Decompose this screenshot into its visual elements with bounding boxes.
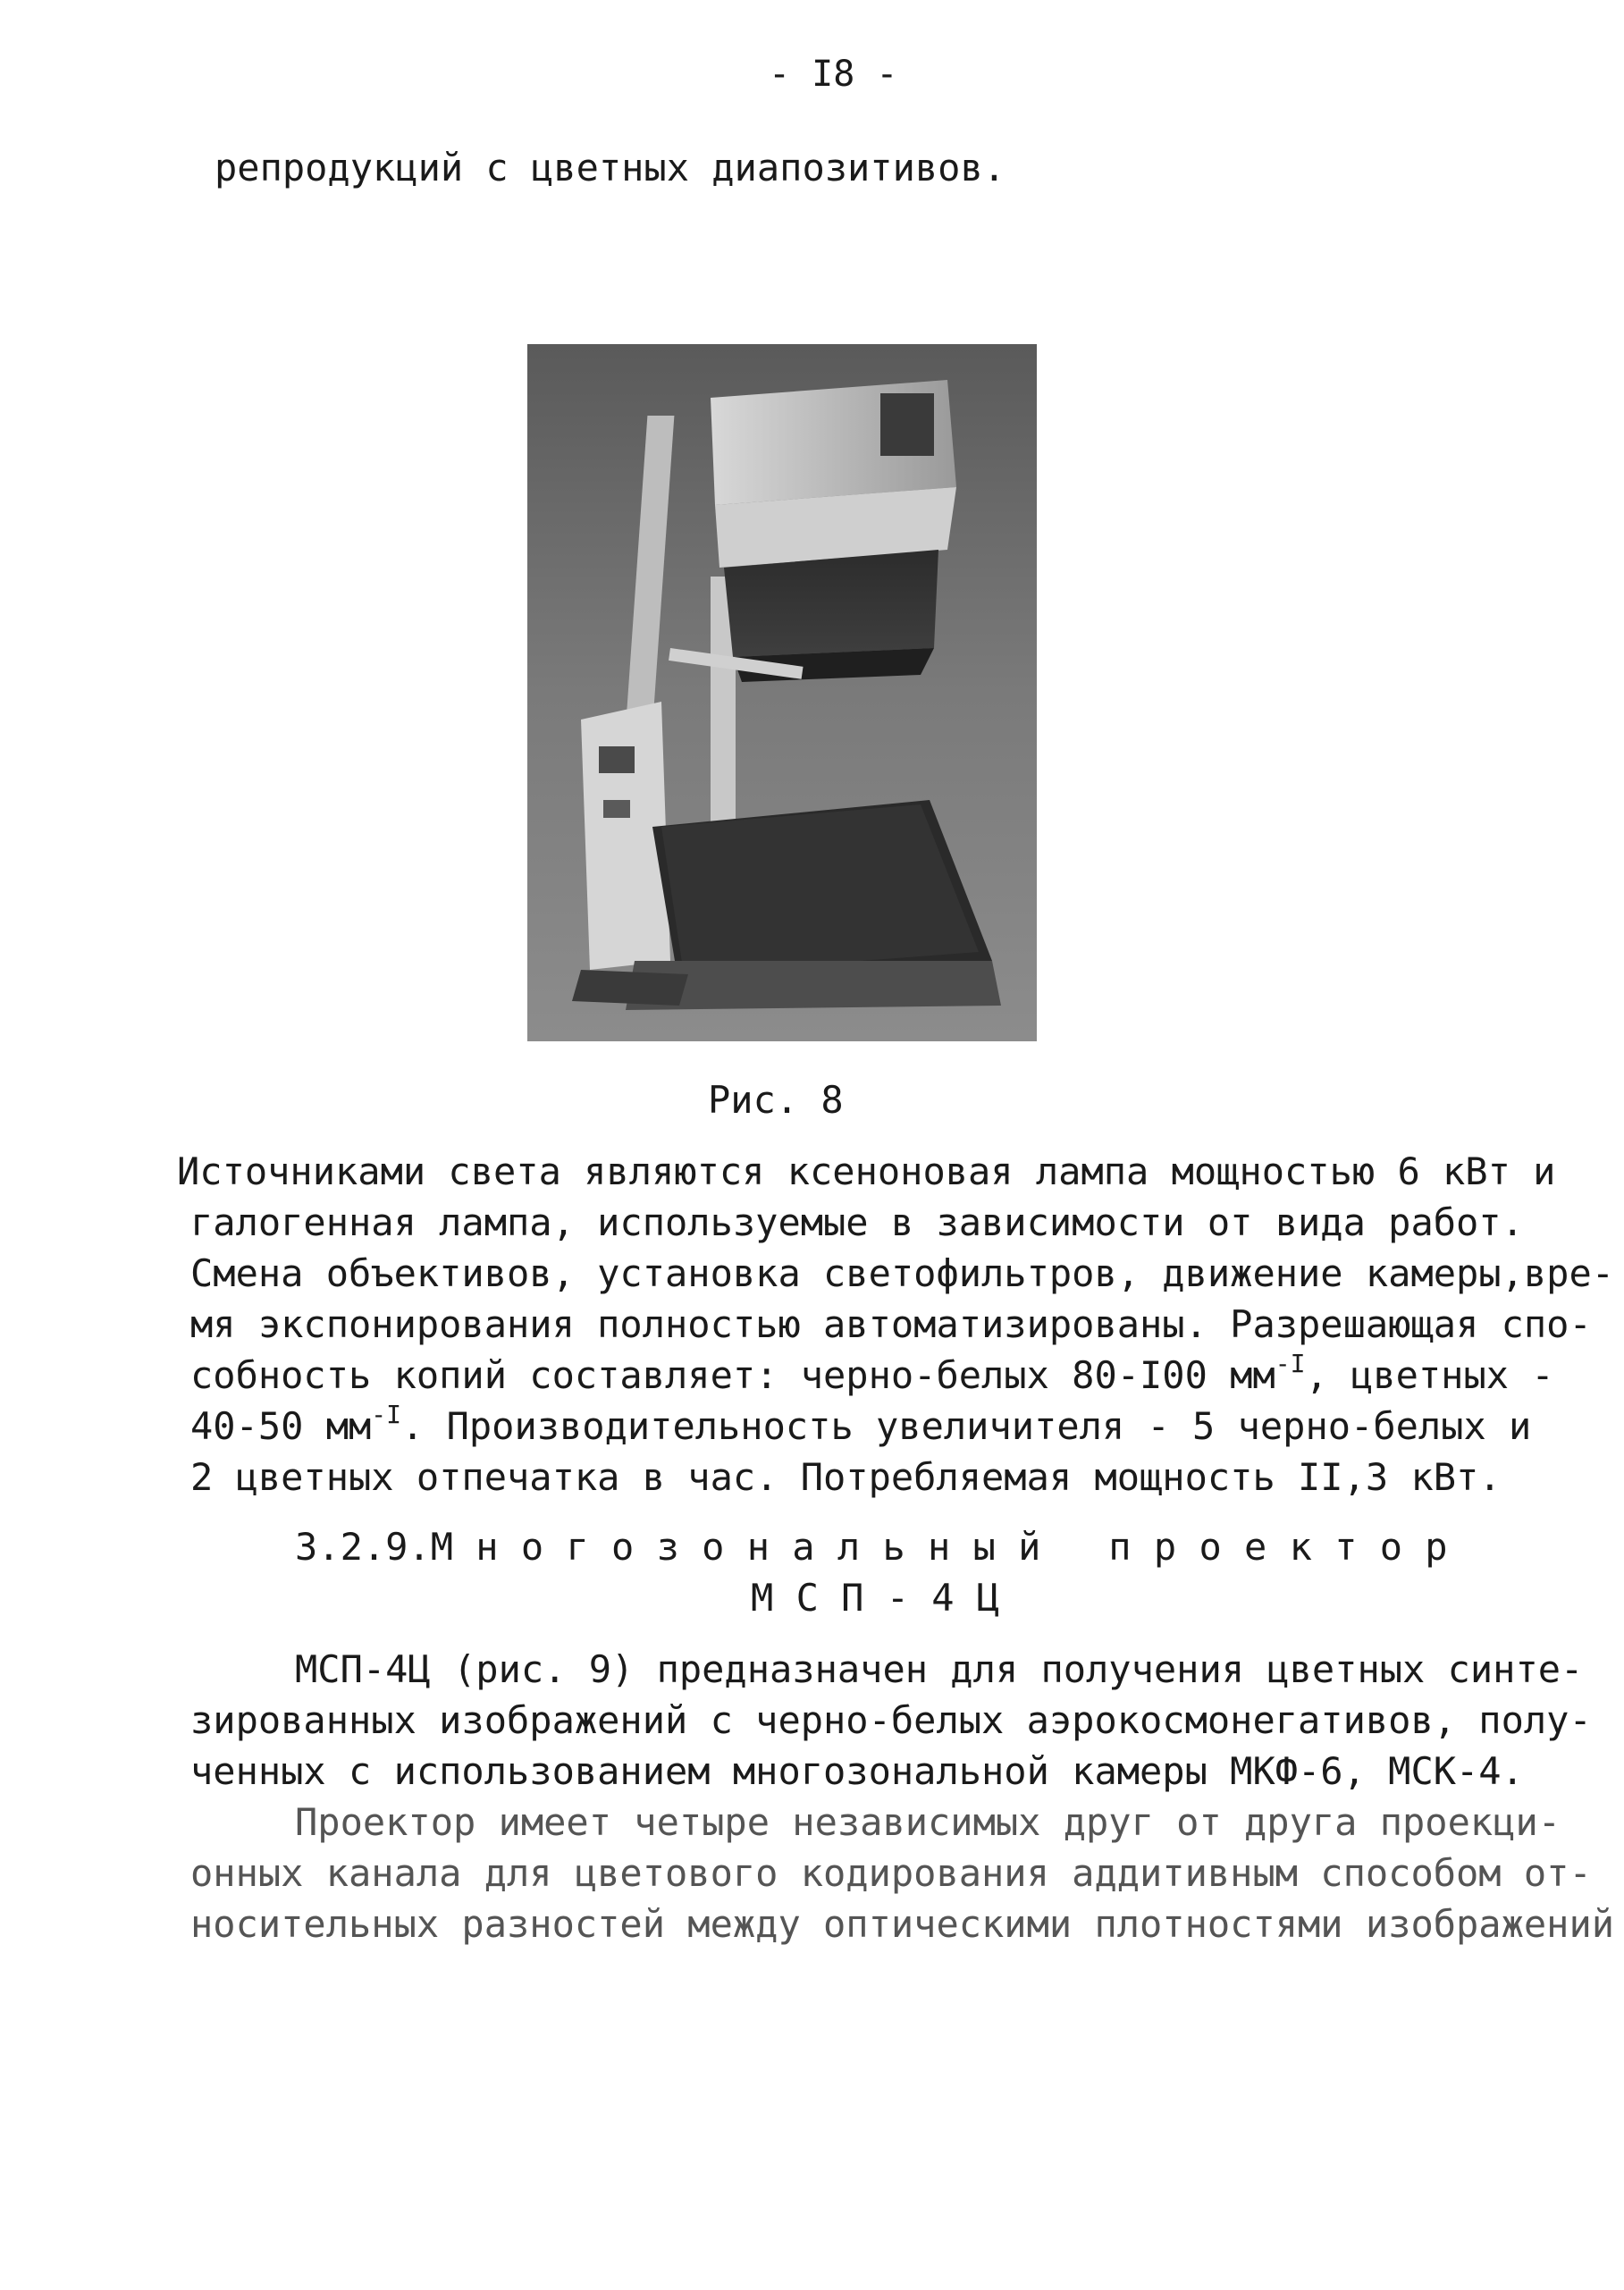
page-number: - I8 - [769,54,898,95]
line-5-text-a: собность копий составляет: черно-белых 80-I00 мм [190,1353,1275,1397]
paragraph-1-line-5 [190,1351,1554,1401]
figure-8-photo [527,344,1037,1041]
line-6-text-a: 40-50 мм [190,1404,372,1448]
paragraph-1-line-7: 2 цветных отпечатка в час. Потребляемая мощность II,3 кВт. [190,1455,1502,1499]
figure-caption: Рис. 8 [708,1078,844,1122]
paragraph-2-line-1: МСП-4Ц (рис. 9) предназначен для получения цветных синте- [295,1647,1584,1691]
paragraph-3-line-3: носительных разностей между оптическими плотностями изображений [190,1902,1615,1946]
line-5-text-b: , цветных - [1305,1353,1554,1397]
paragraph-1-line-2: галогенная лампа, используемые в зависимости от вида работ. [190,1200,1524,1244]
section-heading-line-1 [295,1522,1448,1572]
section-heading-line-2: М С П - 4 Ц [751,1576,1000,1620]
paragraph-2-line-3: ченных с использованием многозональной камеры МКФ-6, МСК-4. [190,1749,1524,1793]
section-title: М н о г о з о н а л ь н ы й п р о е к т о р [430,1525,1448,1569]
section-number: 3.2.9. [295,1525,431,1569]
superscript-exponent: -I [1275,1349,1306,1378]
superscript-exponent: -I [371,1400,402,1429]
continuation-line: репродукций с цветных диапозитивов. [215,146,1006,189]
paragraph-1-line-3: Смена объективов, установка светофильтров, движение камеры,вре- [190,1251,1615,1295]
paragraph-3-line-1: Проектор имеет четыре независимых друг от друга проекци- [295,1800,1561,1844]
line-6-text-b: . Производительность увеличителя - 5 черно-белых и [401,1404,1532,1448]
paragraph-1-line-1: Источниками света являются ксеноновая лампа мощностью 6 кВт и [177,1149,1556,1193]
paragraph-3-line-2: онных канала для цветового кодирования аддитивным способом от- [190,1851,1592,1895]
photo-enlarger-illustration [527,344,1037,1041]
paragraph-1-line-4: мя экспонирования полностью автоматизированы. Разрешающая спо- [190,1302,1592,1346]
paragraph-1-line-6 [190,1402,1531,1452]
paragraph-2-line-2: зированных изображений с черно-белых аэрокосмонегативов, полу- [190,1698,1592,1742]
